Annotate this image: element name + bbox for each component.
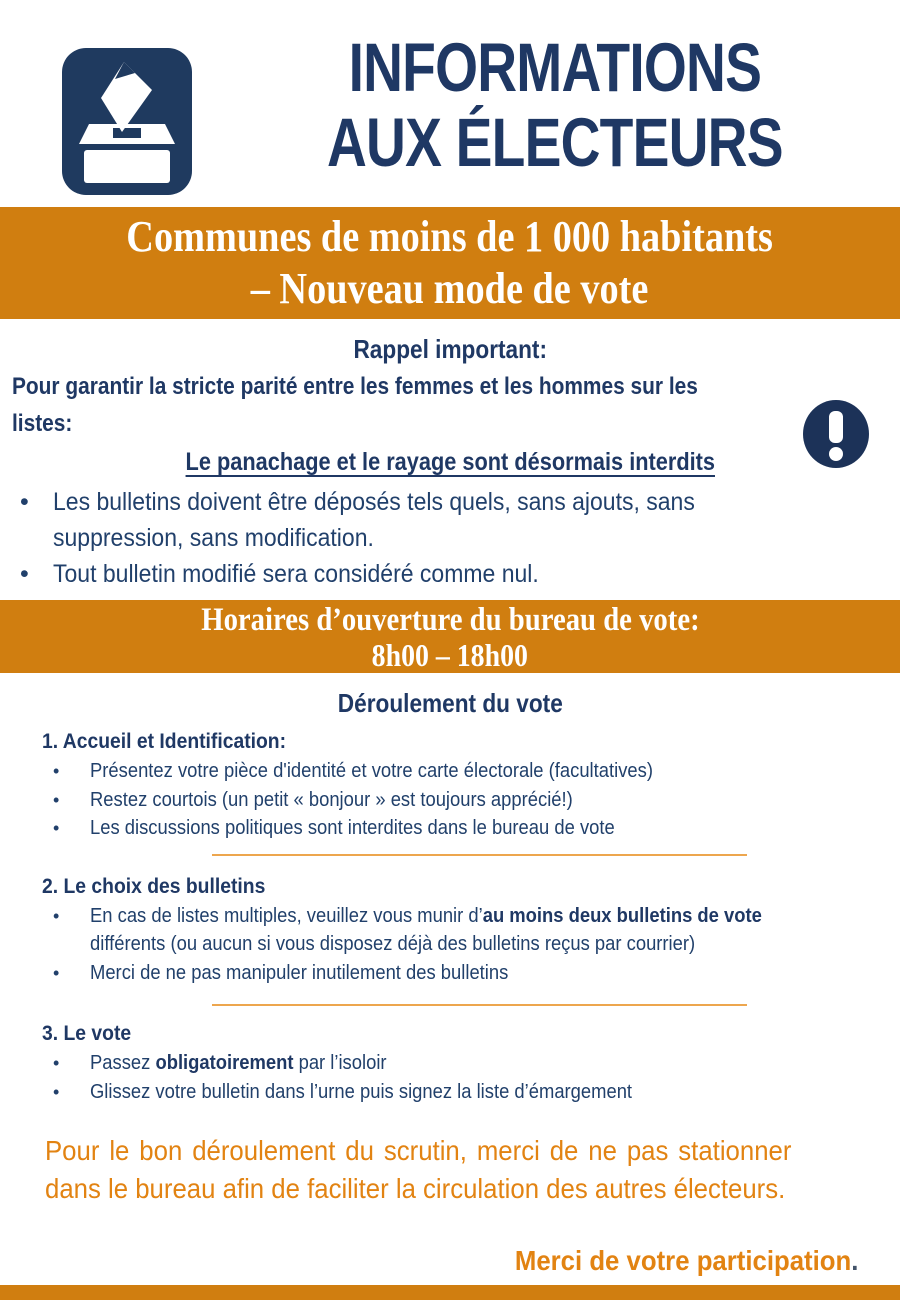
list-item [0,556,900,592]
step3-bullet1 [90,1049,387,1078]
bottom-accent-bar [0,1285,900,1300]
bullet-icon: • [53,818,60,838]
step3-bullet1-pre: Passez [90,1052,156,1074]
banner-communes [0,207,900,319]
bullet-icon: • [53,1053,60,1073]
list-item [0,484,900,556]
rappel-bullet1-line2: suppression, sans modification. [53,524,374,552]
bullet-icon: • [20,488,29,516]
step2-bullet1-bold: au moins deux bulletins de vote [482,904,762,927]
step-vote [0,1019,900,1106]
rappel-bullets [0,484,900,592]
rappel-bullet2-text: Tout bulletin modifié sera considéré comme nul. [53,560,539,588]
step-accueil [0,727,900,856]
banner-horaires [0,600,900,673]
step2-bullet1-line1 [90,902,762,931]
thanks-text: Merci de votre participation [514,1245,851,1276]
footer-notice-line1: Pour le bon déroulement du scrutin, merci de ne pas stationner [45,1135,792,1166]
bullet-icon: • [53,761,60,781]
rappel-rule [0,444,900,480]
step3-heading [0,1019,900,1049]
section-rappel [0,319,900,592]
list-item [0,902,900,959]
banner-horaires-line1: Horaires d’ouverture du bureau de vote: [200,601,700,638]
header [0,0,900,207]
step1-bullet2: Restez courtois (un petit « bonjour » est toujours apprécié!) [90,788,573,811]
banner-communes-line2: – Nouveau mode de vote [251,264,649,313]
step3-bullet1-bold: obligatoirement [155,1052,294,1074]
rappel-bullet1-line1: Les bulletins doivent être déposés tels quels, sans ajouts, sans [53,488,695,516]
page-title-line1: INFORMATIONS [348,29,762,106]
list-item [0,1078,900,1107]
thanks-period: . [850,1245,858,1276]
deroulement-title-text: Déroulement du vote [337,688,563,718]
step3-heading-text: 3. Le vote [42,1022,132,1045]
list-item [0,786,900,815]
footer-thanks [0,1244,900,1278]
page-title-line2: AUX ÉLECTEURS [327,104,783,181]
rappel-intro-line2: listes: [12,410,73,437]
section-divider [212,854,747,856]
list-item [0,757,900,786]
footer-thanks-text [514,1244,858,1278]
deroulement-title [0,687,900,719]
step3-bullet2: Glissez votre bulletin dans l’urne puis signez la liste d’émargement [90,1080,633,1103]
bullet-icon: • [53,789,60,810]
step2-bullet1-line2: différents (ou aucun si vous disposez déjà des bulletins reçus par courrier) [90,933,696,955]
section-divider [212,1004,747,1006]
step1-heading-text: 1. Accueil et Identification: [42,730,287,753]
rappel-intro [0,368,900,442]
banner-horaires-line2: 8h00 – 18h00 [371,636,529,673]
step1-bullet1: Présentez votre pièce d'identité et votre carte électorale (facultatives) [90,760,653,782]
step2-heading [0,872,900,902]
step-choix-bulletins [0,872,900,1007]
list-item [0,1049,900,1078]
step1-heading [0,727,900,757]
footer-notice [45,1132,855,1208]
step2-bullet1-pre: En cas de listes multiples, veuillez vous munir d’ [90,904,483,927]
exclamation-icon [801,399,871,469]
bullet-icon: • [53,962,60,983]
step2-bullet2: Merci de ne pas manipuler inutilement des bulletins [90,961,509,984]
page-title [225,30,885,180]
rappel-title-text: Rappel important: [353,334,547,364]
list-item [0,959,900,988]
rappel-title [0,332,900,366]
footer-notice-line2: dans le bureau afin de faciliter la circulation des autres électeurs. [45,1173,786,1204]
bullet-icon: • [20,560,29,588]
ballot-box-icon [62,48,192,195]
rappel-rule-text: Le panachage et le rayage sont désormais interdits [185,448,715,476]
list-item [0,814,900,843]
step3-bullet1-post: par l’isoloir [293,1052,387,1074]
step2-heading-text: 2. Le choix des bulletins [42,874,266,898]
bullet-icon: • [53,1081,60,1102]
step1-bullet3: Les discussions politiques sont interdites dans le bureau de vote [90,817,615,839]
banner-communes-line1: Communes de moins de 1 000 habitants [126,212,774,261]
bullet-icon: • [53,905,60,926]
rappel-intro-line1: Pour garantir la stricte parité entre les femmes et les hommes sur les [12,373,698,400]
